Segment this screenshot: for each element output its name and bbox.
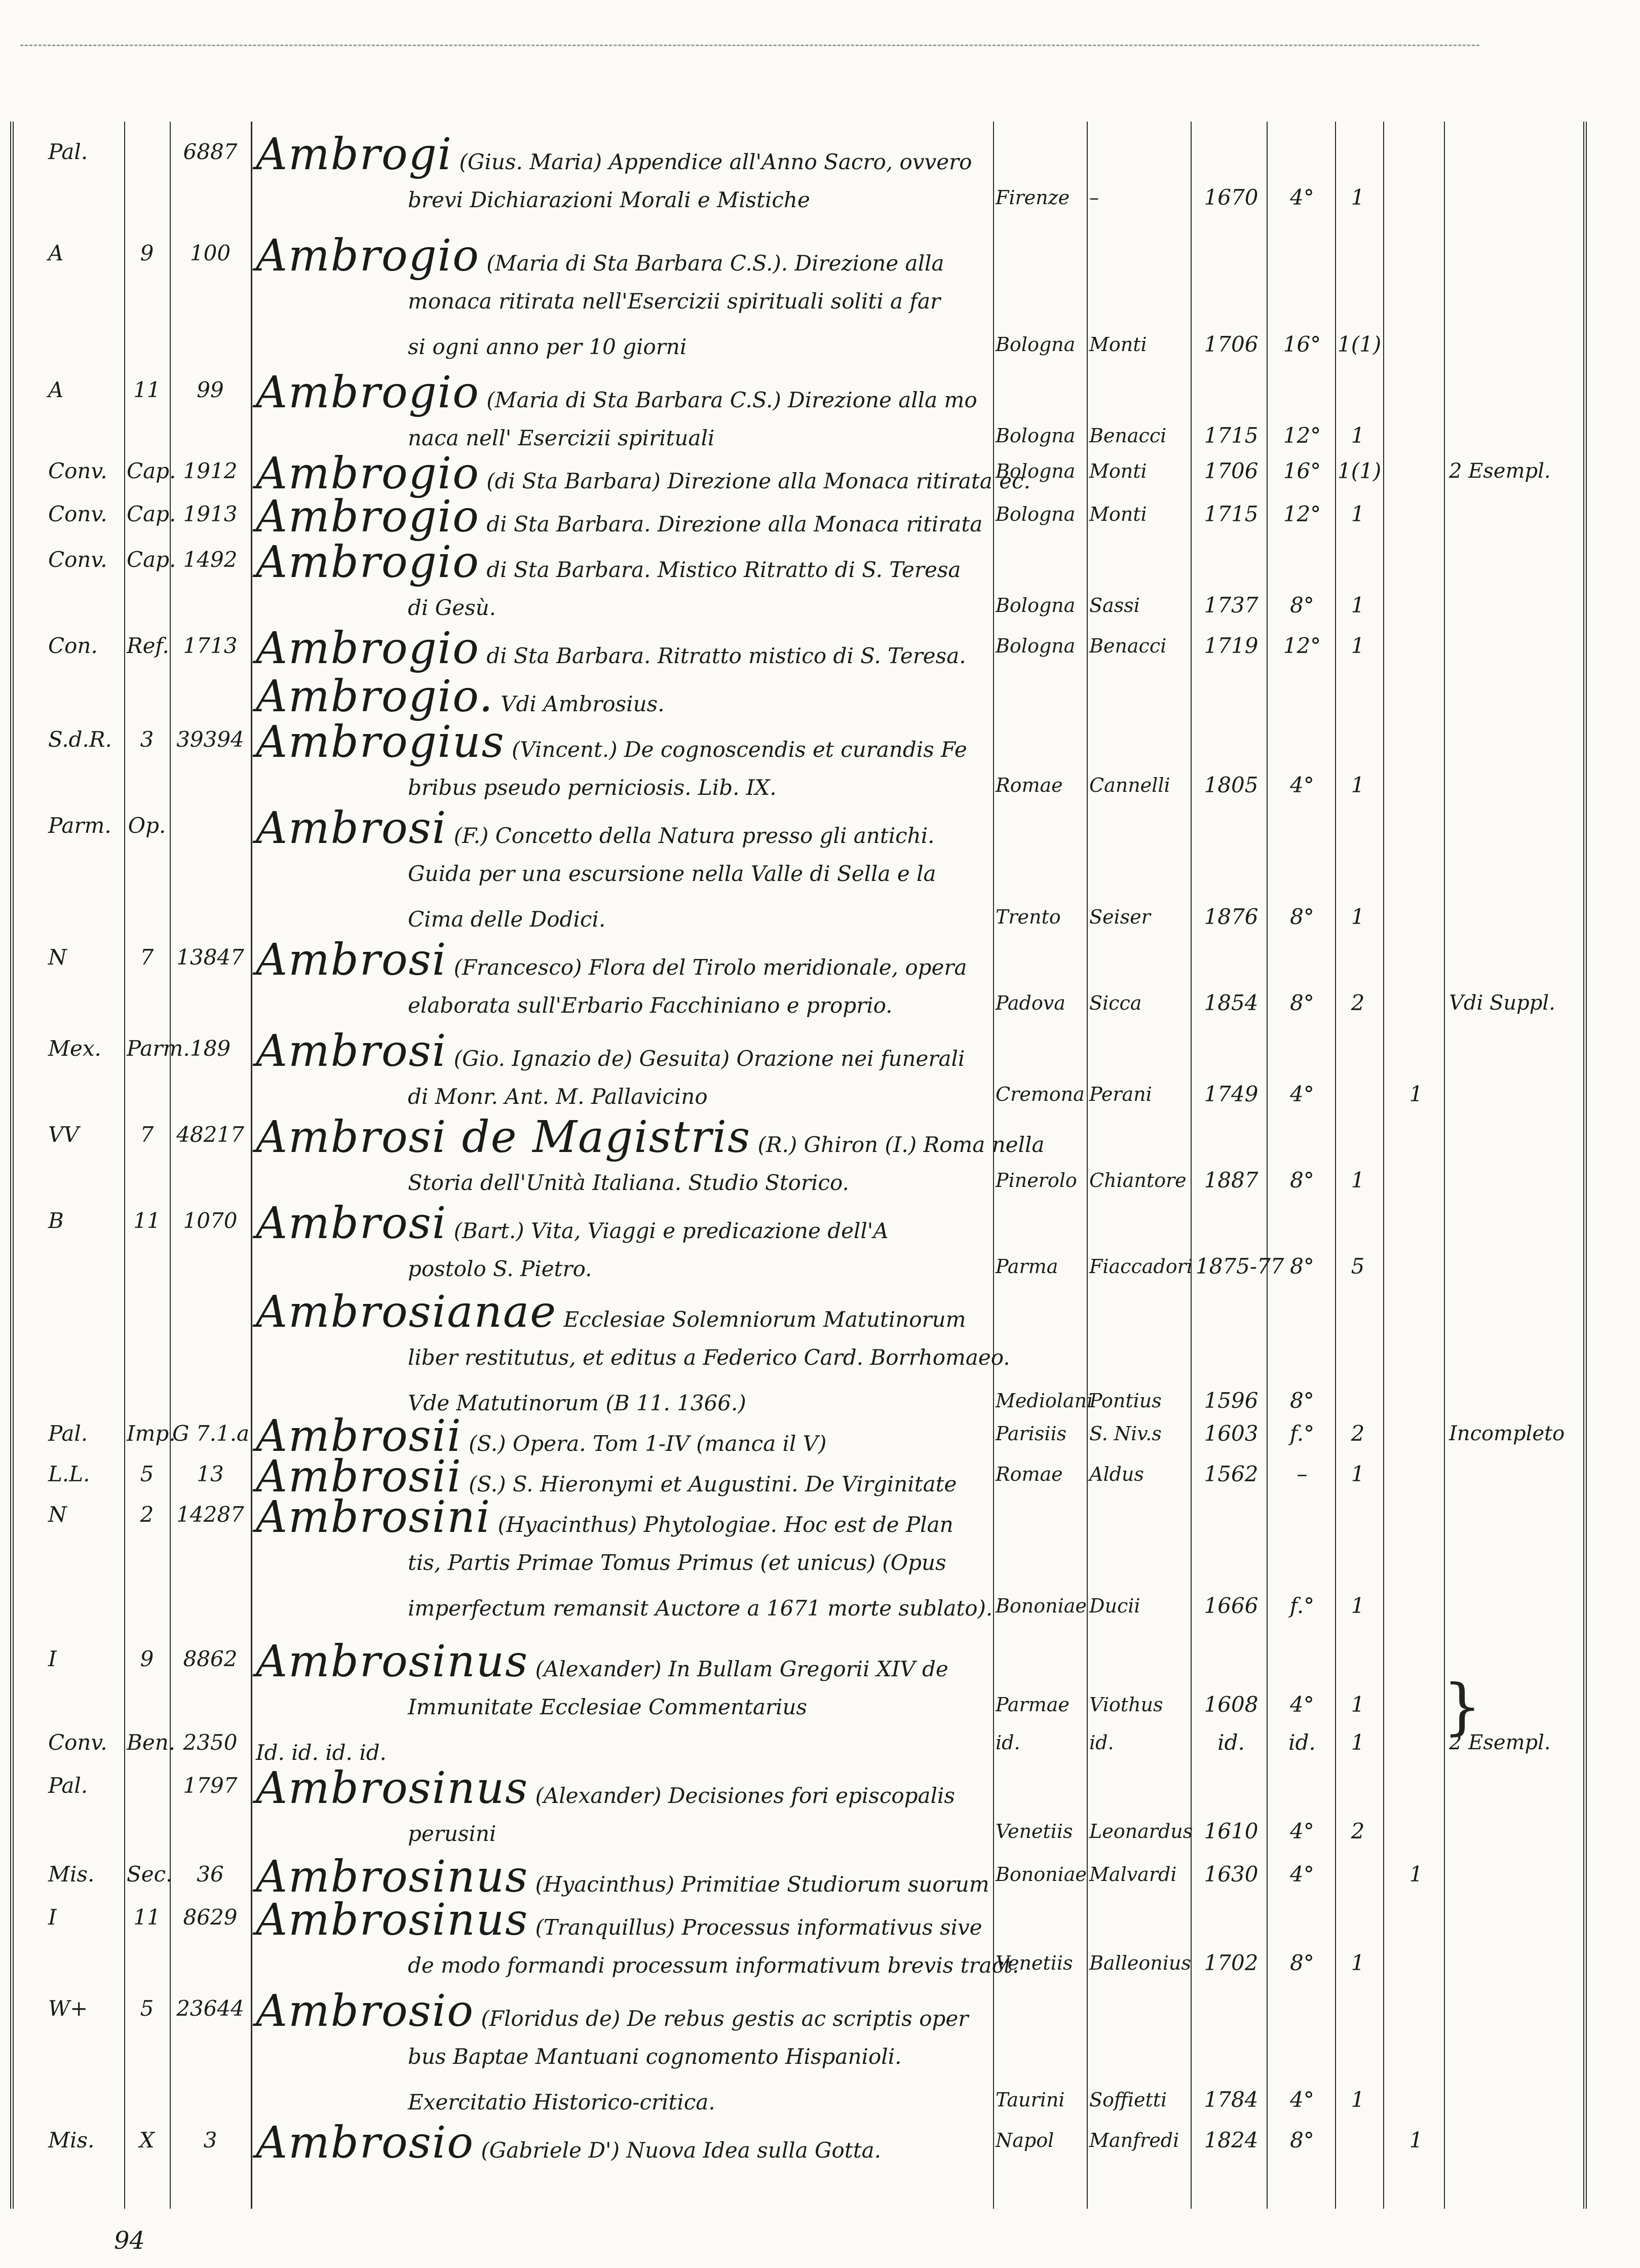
year-cell: 1670 xyxy=(1204,185,1258,210)
format-cell: 8° xyxy=(1290,593,1314,618)
printer-cell: Monti xyxy=(1089,460,1147,482)
format-cell: 8° xyxy=(1290,904,1314,929)
volumes-cell: 1 xyxy=(1351,502,1365,526)
place-cell: Bologna xyxy=(996,503,1076,525)
printer-cell: Seiser xyxy=(1089,906,1151,928)
scaffale-cell: 9 xyxy=(140,241,154,265)
title-cell xyxy=(256,937,990,1028)
title-cell xyxy=(256,129,990,223)
format-cell: 4° xyxy=(1290,1692,1314,1717)
col-rule xyxy=(251,122,252,2209)
fondo-cell: A xyxy=(48,377,64,402)
title-line: di Sta Barbara. Direzione alla Monaca ritirata xyxy=(479,512,983,536)
title-line: de modo formandi processum informativum brevis tract. xyxy=(408,1953,1019,1978)
title-line: (Bart.) Vita, Viaggi e predicazione dell'A xyxy=(447,1218,889,1243)
left-margin-rule xyxy=(10,122,14,2209)
author-heading: Ambrogi xyxy=(256,129,453,180)
title-cell xyxy=(256,1854,990,1900)
col-rule xyxy=(170,122,171,2209)
author-heading: Ambrosini xyxy=(256,1492,491,1543)
col-rule xyxy=(124,122,125,2209)
year-cell: 1737 xyxy=(1204,593,1258,618)
scaffale-cell: 11 xyxy=(133,1905,161,1930)
author-heading: Ambrogio xyxy=(256,491,480,542)
number-cell: 1912 xyxy=(183,458,238,483)
printer-cell: Soffietti xyxy=(1089,2089,1167,2111)
number-cell: 39394 xyxy=(176,727,244,752)
fondo-cell: I xyxy=(48,1905,57,1930)
author-heading: Ambrogio xyxy=(256,537,480,588)
title-cell xyxy=(256,623,990,674)
number-cell: 3 xyxy=(203,2128,217,2152)
volumes-cell: 1 xyxy=(1351,593,1365,618)
scaffale-cell: Parm. xyxy=(127,1036,190,1061)
fondo-cell: S.d.R. xyxy=(48,727,112,752)
place-cell: Padova xyxy=(996,992,1065,1014)
scaffale-cell: 11 xyxy=(133,377,161,402)
title-line: (Hyacinthus) Phytologiae. Hoc est de Plan xyxy=(491,1512,954,1537)
place-cell: Venetiis xyxy=(996,1952,1073,1974)
col-rule xyxy=(1087,122,1088,2209)
number-cell: 1913 xyxy=(183,502,238,526)
year-cell: 1887 xyxy=(1204,1168,1258,1193)
author-heading: Ambrosianae xyxy=(256,1287,557,1337)
scaffale-cell: Cap. xyxy=(127,547,176,572)
title-cell xyxy=(256,537,990,631)
format-cell: 4° xyxy=(1290,185,1314,210)
place-cell: Bologna xyxy=(996,594,1076,617)
fondo-cell: Mex. xyxy=(48,1036,101,1061)
year-cell: 1784 xyxy=(1204,2087,1258,2112)
place-cell: Romae xyxy=(996,1463,1063,1485)
title-cell xyxy=(256,1287,1010,1426)
title-line: (Gabriele D') Nuova Idea sulla Gotta. xyxy=(474,2138,881,2163)
scaffale-cell: 3 xyxy=(140,727,154,752)
year-cell: 1702 xyxy=(1204,1950,1258,1975)
author-heading: Ambrogio xyxy=(256,623,480,674)
fondo-cell: I xyxy=(48,1646,57,1671)
scaffale-cell: 7 xyxy=(140,1122,154,1147)
number-cell: 8862 xyxy=(183,1646,238,1671)
author-heading: Ambrosio xyxy=(256,1986,475,2036)
format-cell: 8° xyxy=(1290,1168,1314,1193)
title-cell xyxy=(256,2120,990,2166)
title-line: di Monr. Ant. M. Pallavicino xyxy=(408,1084,708,1109)
printer-cell: S. Niv.s xyxy=(1089,1423,1162,1445)
title-cell xyxy=(256,448,1031,499)
title-cell xyxy=(256,367,990,461)
title-line: (Tranquillus) Processus informativus sive xyxy=(528,1915,982,1940)
col-rule xyxy=(1267,122,1268,2209)
fondo-cell: Conv. xyxy=(48,502,107,526)
title-line: (S.) Opera. Tom 1-IV (manca il V) xyxy=(462,1431,827,1456)
printer-cell: Cannelli xyxy=(1089,774,1170,796)
format-cell: 12° xyxy=(1283,633,1321,658)
fondo-cell: Pal. xyxy=(48,1773,88,1798)
author-heading: Ambrogio. xyxy=(256,671,494,722)
volumes-cell: 5 xyxy=(1351,1254,1365,1279)
number-cell: 8629 xyxy=(183,1905,238,1930)
fondo-cell: B xyxy=(48,1208,64,1233)
number-cell: 1070 xyxy=(183,1208,238,1233)
number-cell: 1492 xyxy=(183,547,238,572)
title-line: Id. id. id. id. xyxy=(256,1740,387,1765)
format-cell: 12° xyxy=(1283,423,1321,448)
fondo-cell: A xyxy=(48,241,64,265)
format-cell: 4° xyxy=(1290,1819,1314,1843)
year-cell: 1596 xyxy=(1204,1388,1258,1413)
author-heading: Ambrosii xyxy=(256,1451,462,1502)
printer-cell: – xyxy=(1089,186,1099,209)
place-cell: Trento xyxy=(996,906,1061,928)
place-cell: Firenze xyxy=(996,186,1070,209)
format-cell: 4° xyxy=(1290,2087,1314,2112)
scaffale-cell: Imp. xyxy=(127,1421,176,1446)
volumes-cell: 1 xyxy=(1351,1692,1365,1717)
author-heading: Ambrogius xyxy=(256,717,505,767)
top-rule xyxy=(20,45,1479,46)
place-cell: Bologna xyxy=(996,333,1076,356)
title-line: (R.) Ghiron (I.) Roma nella xyxy=(751,1132,1045,1157)
scaffale-cell: Cap. xyxy=(127,502,176,526)
scaffale-cell: Ref. xyxy=(127,633,169,658)
volumes-cell: 1 xyxy=(1351,1462,1365,1486)
title-line: Guida per una escursione nella Valle di Sella e la xyxy=(408,861,936,886)
volumes-cell: 1(1) xyxy=(1338,332,1382,357)
title-line: liber restitutus, et editus a Federico Card. Borrhomaeo. xyxy=(408,1345,1010,1370)
title-line: di Sta Barbara. Mistico Ritratto di S. Teresa xyxy=(479,557,961,582)
number-cell: 14287 xyxy=(176,1502,244,1527)
author-heading: Ambrosinus xyxy=(256,1852,529,1902)
title-cell xyxy=(256,1895,1019,1988)
place-cell: Parisiis xyxy=(996,1423,1067,1445)
fondo-cell: Conv. xyxy=(48,547,107,572)
fondo-cell: Parm. xyxy=(48,813,111,838)
format-cell: id. xyxy=(1288,1730,1316,1755)
volumes-cell: 1 xyxy=(1351,773,1365,797)
number-cell: 48217 xyxy=(176,1122,244,1147)
right-margin-rule xyxy=(1583,122,1587,2209)
author-heading: Ambrosii xyxy=(256,1411,462,1462)
year-cell: 1824 xyxy=(1204,2128,1258,2152)
format-cell: 4° xyxy=(1290,1082,1314,1106)
note-cell: Vdi Suppl. xyxy=(1449,991,1555,1015)
title-cell xyxy=(256,1722,990,1768)
title-line: postolo S. Pietro. xyxy=(408,1256,592,1281)
printer-cell: Perani xyxy=(1089,1083,1152,1105)
year-cell: 1876 xyxy=(1204,904,1258,929)
place-cell: Bologna xyxy=(996,425,1076,447)
place-cell: Mediolani xyxy=(996,1390,1093,1412)
place-cell: Romae xyxy=(996,774,1063,796)
title-cell xyxy=(256,1492,993,1631)
year-cell: 1719 xyxy=(1204,633,1258,658)
note-cell: 2 Esempl. xyxy=(1449,1731,1551,1754)
title-line: (Maria di Sta Barbara C.S.). Direzione alla xyxy=(479,251,944,276)
place-cell: Parma xyxy=(996,1255,1058,1278)
title-line: (S.) S. Hieronymi et Augustini. De Virginitate xyxy=(462,1472,957,1496)
title-line: Ecclesiae Solemniorum Matutinorum xyxy=(557,1307,966,1332)
format-cell: 4° xyxy=(1290,1862,1314,1887)
extra-cell: 1 xyxy=(1409,1082,1423,1106)
col-rule xyxy=(1444,122,1445,2209)
title-cell xyxy=(256,1198,990,1292)
author-heading: Ambrosinus xyxy=(256,1895,529,1945)
title-line: (Floridus de) De rebus gestis ac scriptis oper xyxy=(474,2006,969,2031)
volumes-cell: 2 xyxy=(1351,1819,1365,1843)
printer-cell: Monti xyxy=(1089,333,1147,356)
scaffale-cell: 2 xyxy=(140,1502,154,1527)
fondo-cell: L.L. xyxy=(48,1462,90,1486)
note-cell: 2 Esempl. xyxy=(1449,459,1551,483)
title-cell xyxy=(256,1765,990,1857)
col-rule xyxy=(993,122,994,2209)
title-line: Vde Matutinorum (B 11. 1366.) xyxy=(408,1391,746,1415)
title-line: brevi Dichiarazioni Morali e Mistiche xyxy=(408,187,810,212)
title-line: Cima delle Dodici. xyxy=(408,907,606,932)
volumes-cell: 2 xyxy=(1351,990,1365,1015)
place-cell: Bononiae xyxy=(996,1595,1087,1617)
year-cell: 1854 xyxy=(1204,990,1258,1015)
printer-cell: Manfredi xyxy=(1089,2129,1179,2151)
year-cell: 1805 xyxy=(1204,773,1258,797)
title-line: di Sta Barbara. Ritratto mistico di S. Teresa. xyxy=(479,643,966,668)
volumes-cell: 1 xyxy=(1351,2087,1365,2112)
fondo-cell: VV xyxy=(48,1122,79,1147)
format-cell: 16° xyxy=(1283,332,1321,357)
year-cell: 1603 xyxy=(1204,1421,1258,1446)
volumes-cell: 1(1) xyxy=(1338,458,1382,483)
volumes-cell: 1 xyxy=(1351,633,1365,658)
year-cell: 1706 xyxy=(1204,332,1258,357)
printer-cell: id. xyxy=(1089,1732,1114,1754)
title-cell xyxy=(256,491,990,542)
format-cell: 8° xyxy=(1290,1254,1314,1279)
title-line: bus Baptae Mantuani cognomento Hispanioli. xyxy=(408,2044,902,2069)
printer-cell: Malvardi xyxy=(1089,1863,1177,1886)
format-cell: 8° xyxy=(1290,2128,1314,2152)
number-cell: 2350 xyxy=(183,1730,238,1755)
extra-cell: 1 xyxy=(1409,1862,1423,1887)
number-cell: 23644 xyxy=(176,1996,244,2021)
year-cell: 1749 xyxy=(1204,1082,1258,1106)
number-cell: 13847 xyxy=(176,945,244,970)
title-line: (Alexander) Decisiones fori episcopalis xyxy=(528,1783,955,1808)
printer-cell: Pontius xyxy=(1089,1390,1162,1412)
number-cell: 100 xyxy=(189,241,231,265)
number-cell: 1797 xyxy=(183,1773,238,1798)
format-cell: 8° xyxy=(1290,990,1314,1015)
fondo-cell: Pal. xyxy=(48,139,88,164)
place-cell: Venetiis xyxy=(996,1820,1073,1842)
volumes-cell: 1 xyxy=(1351,904,1365,929)
place-cell: Parmae xyxy=(996,1694,1070,1716)
fondo-cell: Mis. xyxy=(48,1862,95,1887)
number-cell: G 7.1.a xyxy=(172,1421,250,1446)
fondo-cell: Con. xyxy=(48,633,98,658)
title-cell xyxy=(256,1988,990,2125)
volumes-cell: 1 xyxy=(1351,423,1365,448)
year-cell: 1666 xyxy=(1204,1593,1258,1618)
printer-cell: Sassi xyxy=(1089,594,1140,617)
fondo-cell: Conv. xyxy=(48,1730,107,1755)
printer-cell: Viothus xyxy=(1089,1694,1163,1716)
author-heading: Ambrogio xyxy=(256,230,480,281)
author-heading: Ambrosi xyxy=(256,1198,447,1249)
scaffale-cell: X xyxy=(139,2128,155,2152)
title-line: naca nell' Esercizii spirituali xyxy=(408,426,715,450)
format-cell: 8° xyxy=(1290,1950,1314,1975)
printer-cell: Fiaccadori xyxy=(1089,1255,1193,1278)
year-cell: 1706 xyxy=(1204,458,1258,483)
fondo-cell: N xyxy=(48,945,67,970)
printer-cell: Monti xyxy=(1089,503,1147,525)
format-cell: – xyxy=(1296,1462,1308,1486)
scaffale-cell: 5 xyxy=(140,1996,154,2021)
author-heading: Ambrosio xyxy=(256,2118,475,2168)
title-line: (Gio. Ignazio de) Gesuita) Orazione nei funerali xyxy=(447,1046,965,1071)
title-cell xyxy=(256,1636,990,1730)
place-cell: Bononiae xyxy=(996,1863,1087,1886)
number-cell: 36 xyxy=(197,1862,224,1887)
note-cell: Incompleto xyxy=(1449,1422,1565,1445)
year-cell: 1610 xyxy=(1204,1819,1258,1843)
scaffale-cell: Sec. xyxy=(127,1862,173,1887)
number-cell: 13 xyxy=(197,1462,224,1486)
fondo-cell: Pal. xyxy=(48,1421,88,1446)
col-rule xyxy=(1191,122,1192,2209)
title-cell xyxy=(256,230,990,370)
format-cell: 4° xyxy=(1290,773,1314,797)
place-cell: Bologna xyxy=(996,460,1076,482)
year-cell: 1715 xyxy=(1204,502,1258,526)
brace-mark: } xyxy=(1443,1672,1482,1742)
format-cell: 8° xyxy=(1290,1388,1314,1413)
title-cell xyxy=(256,1028,990,1120)
number-cell: 1713 xyxy=(183,633,238,658)
year-cell: id. xyxy=(1217,1730,1245,1755)
title-line: (Francesco) Flora del Tirolo meridionale, opera xyxy=(447,955,967,980)
title-cell xyxy=(256,719,990,811)
place-cell: Bologna xyxy=(996,635,1076,657)
printer-cell: Aldus xyxy=(1089,1463,1144,1485)
volumes-cell: 1 xyxy=(1351,185,1365,210)
year-cell: 1608 xyxy=(1204,1692,1258,1717)
author-heading: Ambrosi xyxy=(256,803,447,854)
year-cell: 1875-77 xyxy=(1196,1254,1284,1279)
printer-cell: Sicca xyxy=(1089,992,1142,1014)
volumes-cell: 1 xyxy=(1351,1168,1365,1193)
year-cell: 1562 xyxy=(1204,1462,1258,1486)
title-line: Storia dell'Unità Italiana. Studio Storico. xyxy=(408,1170,849,1195)
year-cell: 1715 xyxy=(1204,423,1258,448)
format-cell: 12° xyxy=(1283,502,1321,526)
page-mark: 94 xyxy=(114,2226,145,2255)
printer-cell: Benacci xyxy=(1089,635,1167,657)
title-line: Immunitate Ecclesiae Commentarius xyxy=(408,1695,808,1719)
title-line: (Maria di Sta Barbara C.S.) Direzione alla mo xyxy=(479,388,977,412)
scaffale-cell: 7 xyxy=(140,945,154,970)
number-cell: 189 xyxy=(189,1036,231,1061)
author-heading: Ambrosi xyxy=(256,1026,447,1077)
title-line: Exercitatio Historico-critica. xyxy=(408,2090,715,2115)
title-cell xyxy=(256,671,990,722)
volumes-cell: 1 xyxy=(1351,1950,1365,1975)
printer-cell: Ducii xyxy=(1089,1595,1140,1617)
title-line: tis, Partis Primae Tomus Primus (et unicus) (Opus xyxy=(408,1550,946,1575)
fondo-cell: N xyxy=(48,1502,67,1527)
printer-cell: Benacci xyxy=(1089,425,1167,447)
title-line: elaborata sull'Erbario Facchiniano e proprio. xyxy=(408,993,893,1018)
col-rule xyxy=(1335,122,1336,2209)
place-cell: Napol xyxy=(996,2129,1054,2151)
title-line: imperfectum remansit Auctore a 1671 morte sublato). xyxy=(408,1596,993,1621)
scaffale-cell: 9 xyxy=(140,1646,154,1671)
scaffale-cell: 11 xyxy=(133,1208,161,1233)
title-line: (F.) Concetto della Natura presso gli antichi. xyxy=(447,823,935,848)
volumes-cell: 1 xyxy=(1351,1730,1365,1755)
printer-cell: Balleonius xyxy=(1089,1952,1191,1974)
printer-cell: Leonardus xyxy=(1089,1820,1193,1842)
fondo-cell: W+ xyxy=(48,1996,88,2021)
format-cell: f.° xyxy=(1289,1421,1315,1446)
place-cell: Taurini xyxy=(996,2089,1065,2111)
author-heading: Ambrogio xyxy=(256,367,480,418)
printer-cell: Chiantore xyxy=(1089,1169,1187,1191)
fondo-cell: Conv. xyxy=(48,458,107,483)
author-heading: Ambrosinus xyxy=(256,1636,529,1687)
scaffale-cell: Cap. xyxy=(127,458,176,483)
scaffale-cell: 5 xyxy=(140,1462,154,1486)
title-line: bribus pseudo perniciosis. Lib. IX. xyxy=(408,775,777,800)
extra-cell: 1 xyxy=(1409,2128,1423,2152)
title-line: perusini xyxy=(408,1821,497,1846)
number-cell: 6887 xyxy=(183,139,238,164)
title-line: (Alexander) In Bullam Gregorii XIV de xyxy=(528,1657,948,1681)
title-line: di Gesù. xyxy=(408,595,497,620)
scaffale-cell: Ben. xyxy=(127,1730,176,1755)
format-cell: 16° xyxy=(1283,458,1321,483)
title-line: (Gius. Maria) Appendice all'Anno Sacro, ovvero xyxy=(452,149,972,174)
scaffale-cell: Op. xyxy=(128,813,166,838)
title-line: Vdi Ambrosius. xyxy=(493,691,665,716)
col-rule xyxy=(1383,122,1384,2209)
author-heading: Ambrogio xyxy=(256,448,480,499)
place-cell: id. xyxy=(996,1732,1020,1754)
year-cell: 1630 xyxy=(1204,1862,1258,1887)
author-heading: Ambrosi de Magistris xyxy=(256,1112,751,1163)
title-cell xyxy=(256,805,990,942)
volumes-cell: 1 xyxy=(1351,1593,1365,1618)
number-cell: 99 xyxy=(197,377,224,402)
volumes-cell: 2 xyxy=(1351,1421,1365,1446)
title-line: si ogni anno per 10 giorni xyxy=(408,334,687,359)
format-cell: f.° xyxy=(1289,1593,1315,1618)
title-line: (Vincent.) De cognoscendis et curandis Fe xyxy=(505,737,967,762)
title-line: monaca ritirata nell'Esercizii spirituali soliti a far xyxy=(408,289,941,314)
author-heading: Ambrosinus xyxy=(256,1763,529,1814)
fondo-cell: Mis. xyxy=(48,2128,95,2152)
author-heading: Ambrosi xyxy=(256,935,447,985)
place-cell: Pinerolo xyxy=(996,1169,1077,1191)
place-cell: Cremona xyxy=(996,1083,1085,1105)
title-line: (di Sta Barbara) Direzione alla Monaca ritirata ec. xyxy=(479,469,1031,493)
title-line: (Hyacinthus) Primitiae Studiorum suorum xyxy=(528,1872,989,1897)
